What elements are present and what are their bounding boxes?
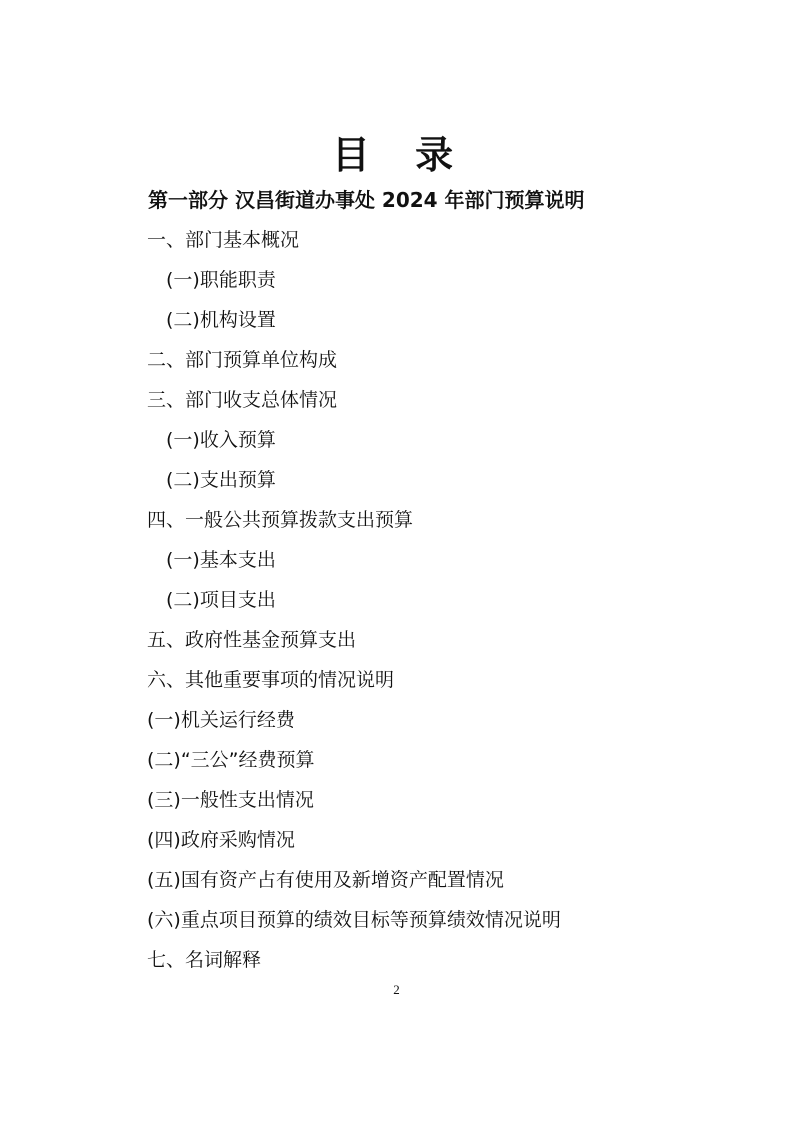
toc-item: (五)国有资产占有使用及新增资产配置情况 xyxy=(147,869,504,891)
page-number: 2 xyxy=(393,982,400,997)
toc-item: (一)基本支出 xyxy=(166,549,276,571)
toc-item: 一、部门基本概况 xyxy=(147,229,300,251)
toc-item: 五、政府性基金预算支出 xyxy=(147,629,357,651)
toc-item: (一)职能职责 xyxy=(166,269,276,291)
toc-item: (二)支出预算 xyxy=(166,469,276,491)
toc-item: (一)收入预算 xyxy=(166,429,276,451)
toc-item: (二)“三公”经费预算 xyxy=(147,749,315,771)
part-heading: 第一部分 汉昌街道办事处 2024 年部门预算说明 xyxy=(148,188,585,212)
toc-item: 二、部门预算单位构成 xyxy=(147,349,338,371)
toc-item: 四、一般公共预算拨款支出预算 xyxy=(147,509,414,531)
toc-item: (三)一般性支出情况 xyxy=(147,789,314,811)
toc-item: (二)机构设置 xyxy=(166,309,276,331)
toc-item: 六、其他重要事项的情况说明 xyxy=(147,669,395,691)
toc-item: 七、名词解释 xyxy=(147,949,262,971)
toc-item: (二)项目支出 xyxy=(166,589,276,611)
toc-item: (四)政府采购情况 xyxy=(147,829,295,851)
toc-item: (六)重点项目预算的绩效目标等预算绩效情况说明 xyxy=(147,909,561,931)
page-title: 目 录 xyxy=(331,133,470,177)
toc-item: (一)机关运行经费 xyxy=(147,709,295,731)
toc-item: 三、部门收支总体情况 xyxy=(147,389,338,411)
